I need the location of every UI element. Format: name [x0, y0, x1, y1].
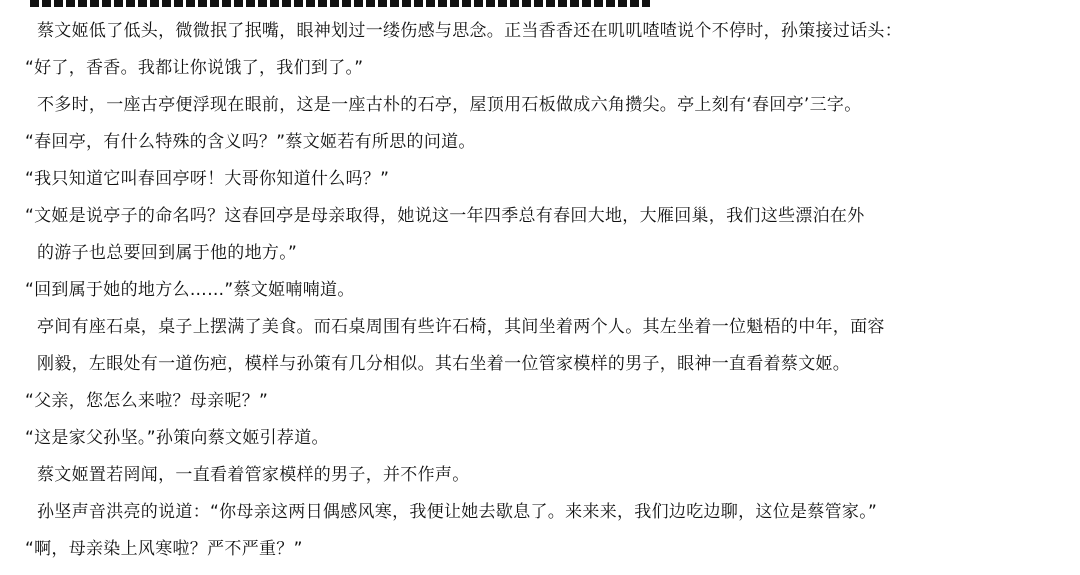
- cut-off-top-line: [30, 0, 650, 7]
- text-line-8: “回到属于她的地方么……”蔡文姬喃喃道。: [25, 280, 355, 300]
- text-line-2: “好了，香香。我都让你说饿了，我们到了。”: [25, 58, 364, 78]
- text-line-1: 蔡文姬低了低头，微微抿了抿嘴，眼神划过一缕伤感与思念。正当香香还在叽叽喳喳说个不停时，孙策接过话头：: [37, 21, 902, 41]
- text-line-5: “我只知道它叫春回亭呀！大哥你知道什么吗？”: [25, 169, 390, 189]
- text-line-11: “父亲，您怎么来啦？母亲呢？”: [25, 391, 269, 411]
- text-line-12: “这是家父孙坚。”孙策向蔡文姬引荐道。: [25, 428, 329, 448]
- text-line-4: “春回亭，有什么特殊的含义吗？”蔡文姬若有所思的问道。: [25, 132, 476, 152]
- text-line-7: 的游子也总要回到属于他的地方。”: [37, 243, 298, 263]
- text-line-3: 不多时，一座古亭便浮现在眼前，这是一座古朴的石亭，屋顶用石板做成六角攒尖。亭上刻有‘春回亭’三字。: [37, 95, 862, 115]
- text-line-15: “啊，母亲染上风寒啦？严不严重？”: [25, 539, 303, 559]
- text-line-13: 蔡文姬置若罔闻，一直看着管家模样的男子，并不作声。: [37, 465, 470, 485]
- text-line-6: “文姬是说亭子的命名吗？这春回亭是母亲取得，她说这一年四季总有春回大地，大雁回巢，我们这些漂泊在外: [25, 206, 865, 226]
- text-line-10: 刚毅，左眼处有一道伤疤，模样与孙策有几分相似。其右坐着一位管家模样的男子，眼神一直看着蔡文姬。: [37, 354, 851, 374]
- text-line-9: 亭间有座石桌，桌子上摆满了美食。而石桌周围有些许石椅，其间坐着两个人。其左坐着一位魁梧的中年，面容: [37, 317, 885, 337]
- text-line-14: 孙坚声音洪亮的说道：“你母亲这两日偶感风寒，我便让她去歇息了。来来来，我们边吃边聊，这位是蔡管家。”: [37, 502, 878, 522]
